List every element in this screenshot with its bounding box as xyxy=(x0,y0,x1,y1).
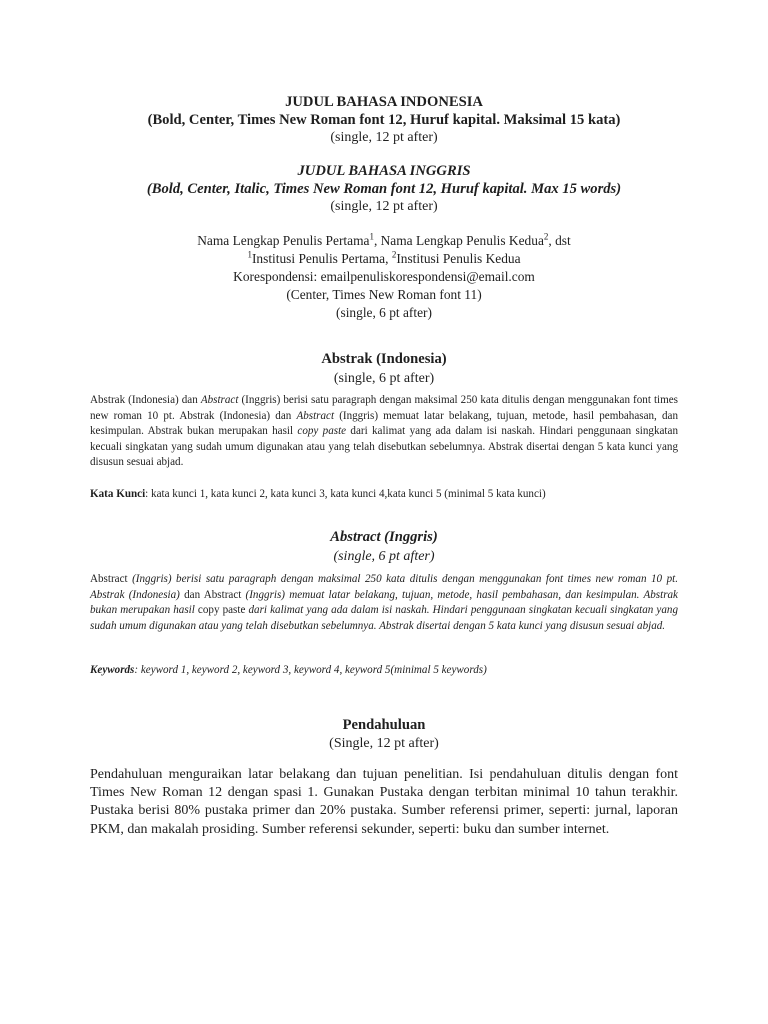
abstract-indonesia-heading-block xyxy=(90,350,678,388)
abstract-english-text-1: Abstract xyxy=(90,573,133,585)
authors-format-note: (Center, Times New Roman font 11) xyxy=(286,287,482,302)
author-separator: , xyxy=(373,233,381,248)
abstract-english-heading-block xyxy=(90,528,678,566)
abstract-english-spacing-note: (single, 6 pt after) xyxy=(333,549,435,564)
keywords-english-list: : keyword 1, keyword 2, keyword 3, keyword 4, keyword 5(minimal 5 keywords) xyxy=(134,664,487,676)
institution-second: Institusi Penulis Kedua xyxy=(396,251,521,266)
abstract-indonesia-text-2: Abstract xyxy=(200,394,239,406)
abstract-indonesia-text-6: copy paste xyxy=(297,425,347,438)
title-indonesia-format-note: (Bold, Center, Times New Roman font 12, Huruf kapital. Maksimal 15 kata) xyxy=(147,112,621,128)
institution-second-sup: 2 xyxy=(391,249,397,260)
author-names-line xyxy=(90,232,678,250)
abstract-indonesia-text-1: Abstrak (Indonesia) dan xyxy=(90,394,201,406)
keywords-english-label: Keywords xyxy=(90,664,135,676)
author-second-name: Nama Lengkap Penulis Kedua xyxy=(380,233,544,248)
institution-first: Institusi Penulis Pertama, xyxy=(251,251,392,266)
abstract-english-text-6: dari kalimat yang ada dalam isi naskah. Hindari penggunaan singkatan kecuali singkatan yang sudah umum digunakan atau yang telah disebutkan sebelumnya. Abstrak disertai dengan 5 kata kunci yang disusun sesuai abjad. xyxy=(90,604,678,632)
introduction-heading: Pendahuluan xyxy=(342,717,426,733)
abstract-indonesia-text-4: Abstract xyxy=(296,409,335,422)
author-tail: , dst xyxy=(548,233,571,248)
abstract-english-text-4: (Inggris) memuat latar belakang, tujuan, metode, hasil pembahasan, dan kesimpulan. Abstrak bukan merupakan hasil xyxy=(90,588,678,617)
title-indonesia-block xyxy=(90,93,678,147)
introduction-paragraph: Pendahuluan menguraikan latar belakang dan tujuan penelitian. Isi pendahuluan ditulis dengan font Times New Roman 12 dengan spasi 1. Gunakan Pustaka dengan terbitan minimal 10 tahun terakhir. Pustaka berisi 80% pustaka primer dan 20% pustaka. Sumber referensi primer, seperti: jurnal, laporan PKM, dan makalah prosiding. Sumber referensi sekunder, seperti: buku dan sumber internet. xyxy=(90,767,678,837)
abstract-english-text-2: (Inggris) berisi satu paragraph dengan maksimal 250 kata ditulis dengan menggunakan font times new roman 10 pt. Abstrak (Indonesia) xyxy=(90,573,678,601)
abstract-indonesia-text-5: (Inggris) memuat latar belakang, tujuan, metode, hasil pembahasan, dan kesimpulan. Abstrak bukan merupakan hasil xyxy=(90,409,679,438)
abstract-english-keywords xyxy=(90,663,678,678)
title-english: JUDUL BAHASA INGGRIS xyxy=(297,163,471,179)
abstract-indonesia-heading: Abstrak (Indonesia) xyxy=(321,351,447,367)
introduction-spacing-note: (Single, 12 pt after) xyxy=(329,736,439,751)
abstract-english-text-3: dan Abstract xyxy=(184,588,246,601)
introduction-heading-block xyxy=(90,716,678,753)
author-first-sup: 1 xyxy=(369,231,374,242)
title-indonesia: JUDUL BAHASA INDONESIA xyxy=(285,94,483,110)
institution-first-sup: 1 xyxy=(247,249,252,260)
authors-spacing-note: (single, 6 pt after) xyxy=(336,305,432,320)
abstract-indonesia-spacing-note: (single, 6 pt after) xyxy=(333,371,435,386)
keywords-indonesia-label: Kata Kunci xyxy=(90,488,146,500)
keywords-indonesia-list: : kata kunci 1, kata kunci 2, kata kunci 3, kata kunci 4,kata kunci 5 (minimal 5 kata kunci) xyxy=(145,488,546,500)
author-first-name: Nama Lengkap Penulis Pertama xyxy=(197,233,370,248)
authors-block xyxy=(90,232,678,322)
title-english-format-note: (Bold, Center, Italic, Times New Roman font 12, Huruf kapital. Max 15 words) xyxy=(146,181,622,197)
author-second-sup: 2 xyxy=(543,231,549,242)
abstract-indonesia-text-7: dari kalimat yang ada dalam isi naskah. Hindari penggunaan singkatan kecuali singkatan yang sudah umum digunakan atau yang telah disebutkan sebelumnya. Abstrak disertai dengan 5 kata kunci yang disusun sesuai abjad. xyxy=(90,425,678,469)
abstract-indonesia-text-3: (Inggris) berisi satu paragraph dengan maksimal 250 kata ditulis dengan menggunakan font times new roman 10 pt. Abstrak (Indonesia) dan xyxy=(90,394,678,422)
correspondence-line: Korespondensi: emailpenuliskorespondensi@email.com xyxy=(233,269,535,284)
abstract-english-text-5: copy paste xyxy=(197,604,246,617)
title-english-spacing-note: (single, 12 pt after) xyxy=(330,199,438,214)
abstract-indonesia-keywords xyxy=(90,487,678,502)
abstract-english-heading: Abstract (Inggris) xyxy=(330,529,438,545)
abstract-indonesia-paragraph xyxy=(90,393,678,471)
title-indonesia-spacing-note: (single, 12 pt after) xyxy=(330,130,438,145)
institutions-line xyxy=(90,250,678,268)
title-english-block xyxy=(90,162,678,216)
abstract-english-paragraph xyxy=(90,572,678,634)
